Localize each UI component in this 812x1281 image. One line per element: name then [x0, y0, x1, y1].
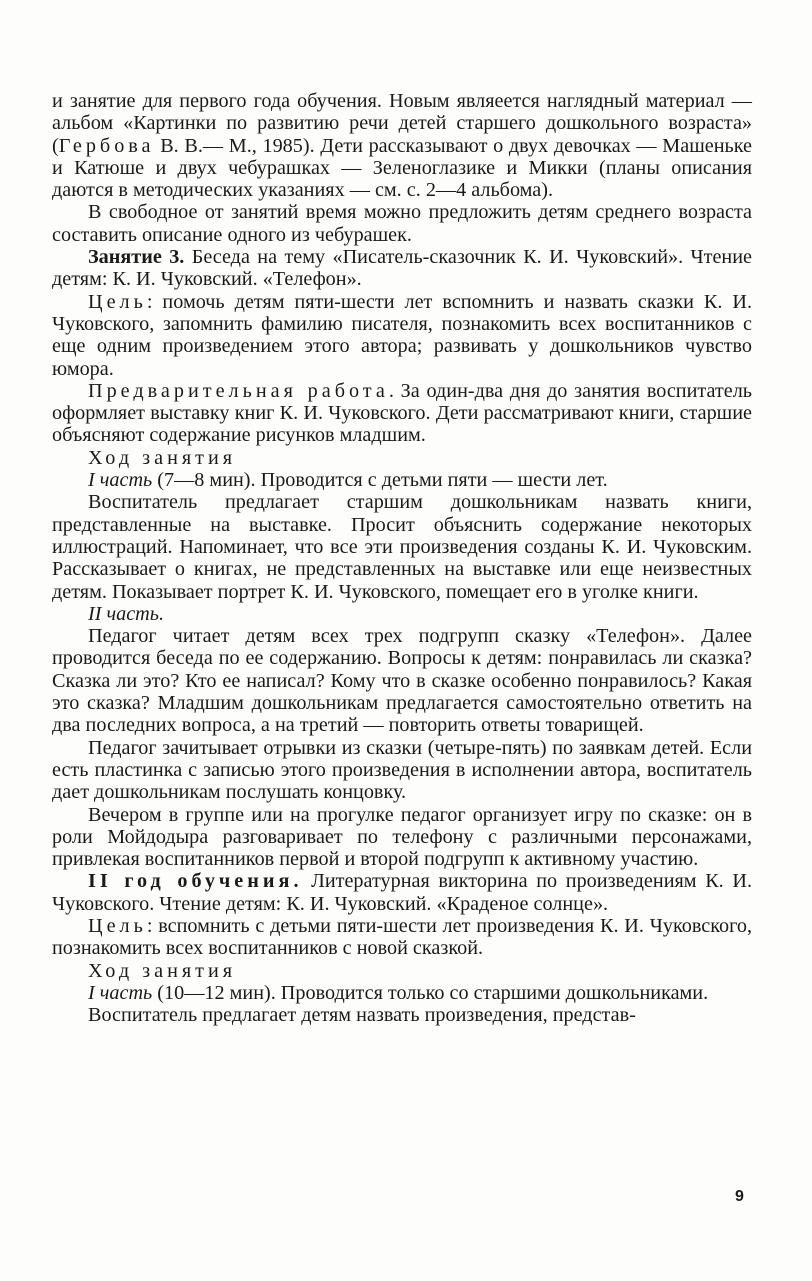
lesson-heading: Занятие 3. Беседа на тему «Писатель-сказочник К. И. Чуковский». Чтение детям: К. И. Чуковский. «Телефон». [52, 246, 752, 291]
section-heading: Ход занятия [88, 446, 237, 469]
paragraph: и занятие для первого года обучения. Новым являеется наглядный материал — альбом «Картинки по развитию речи детей старшего дошкольного возраста» (Гербова В. В.— М., 1985). Дети рассказывают о двух девочках — Машеньке и Катюше и двух чебурашках — Зеленоглазике и Микки (планы описания даются в методических указаниях — см. с. 2—4 альбома). [52, 90, 752, 202]
paragraph: Педагог читает детям всех трех подгрупп сказку «Телефон». Далее проводится беседа по ее содержанию. Вопросы к детям: понравилась ли сказка? Сказка ли это? Кто ее написал? Кому что в сказке особенно понравилось? Какая это сказка? Младшим дошкольникам предлагается самостоятельно ответить на два последних вопроса, а на третий — повторить ответы товарищей. [52, 625, 752, 737]
part-heading: II часть. [88, 602, 164, 625]
page-number: 9 [735, 1188, 744, 1205]
part-paragraph: I часть (10—12 мин). Проводится только со старшими дошкольниками. [88, 981, 709, 1004]
paragraph: Воспитатель предлагает детям назвать произведения, представ- [88, 1004, 636, 1027]
body-text [52, 90, 752, 1026]
goal-paragraph: Цель: вспомнить с детьми пяти-шести лет произведения К. И. Чуковского, познакомить всех воспитанников с новой сказкой. [52, 914, 752, 960]
section-heading: Ход занятия [88, 959, 237, 982]
part-paragraph: I часть (7—8 мин). Проводится с детьми пяти — шести лет. [88, 469, 608, 492]
paragraph: Воспитатель предлагает старшим дошкольникам назвать книги, представленные на выставке. Просит объяснить содержание некоторых иллюстраций. Напоминает, что все эти произведения созданы К. И. Чуковским. Рассказывает о книгах, не представленных на выставке или еще неизвестных детям. Показывает портрет К. И. Чуковского, помещает его в уголке книги. [52, 491, 752, 603]
paragraph: Вечером в группе или на прогулке педагог организует игру по сказке: он в роли Мойдодыра разговаривает по телефону с различными персонажами, привлекая воспитанников первой и второй подгрупп к активному участию. [52, 803, 752, 871]
author-name: Гербова [58, 134, 155, 157]
year-heading: II год обучения. Литературная викторина по произведениям К. И. Чуковского. Чтение детям: К. И. Чуковский. «Краденое солнце». [52, 870, 752, 915]
paragraph: Педагог зачитывает отрывки из сказки (четыре-пять) по заявкам детей. Если есть пластинка с записью этого произведения в исполнении автора, воспитатель дает дошкольникам послушать концовку. [52, 736, 752, 804]
paragraph: В свободное от занятий время можно предложить детям среднего возраста составить описание одного из чебурашек. [52, 201, 752, 246]
preparation-paragraph: Предварительная работа. За один-два дня до занятия воспитатель оформляет выставку книг К. И. Чуковского. Дети рассматривают книги, старшие объясняют содержание рисунков младшим. [52, 379, 752, 447]
goal-paragraph: Цель: помочь детям пяти-шести лет вспомнить и назвать сказки К. И. Чуковского, запомнить фамилию писателя, познакомить всех воспитанников с еще одним произведением этого автора; развивать у дошкольников чувство юмора. [52, 290, 752, 380]
